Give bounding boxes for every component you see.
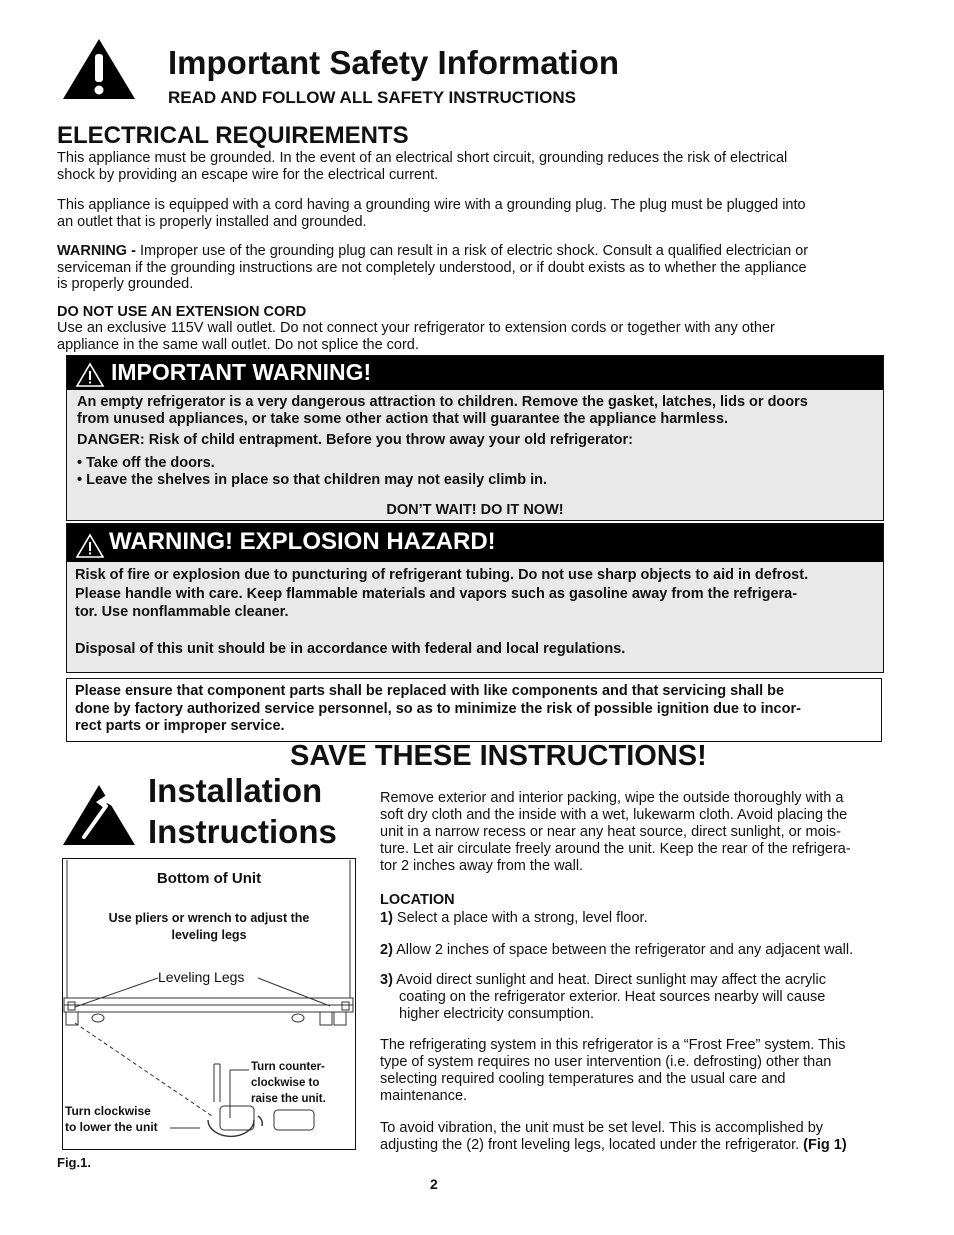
leveling-paragraph: To avoid vibration, the unit must be set level. This is accomplished by adjusting the (2) front leveling legs, located under the refrigerator. (Fig 1) xyxy=(380,1120,847,1153)
page-number: 2 xyxy=(430,1176,438,1192)
page-subtitle: READ AND FOLLOW ALL SAFETY INSTRUCTIONS xyxy=(168,88,576,107)
important-warning-title: IMPORTANT WARNING! xyxy=(111,359,372,385)
important-warning-bar xyxy=(67,356,883,390)
electrical-paragraph-1: This appliance must be grounded. In the event of an electrical short circuit, grounding reduces the risk of electrical shock by providing an escape wire for the electrical current. xyxy=(57,150,788,183)
electrical-warning-paragraph: WARNING - Improper use of the grounding plug can result in a risk of electric shock. Consult a qualified electrician or serviceman if the grounding instructions are not completely understood, or if doubt exists as to whether the appliance is properly grounded. xyxy=(57,243,809,292)
explosion-warning-box xyxy=(66,523,884,673)
figure-reference: (Fig 1) xyxy=(803,1137,847,1153)
frost-free-paragraph: The refrigerating system in this refrigerator is a “Frost Free” system. This type of system requires no user intervention (i.e. defrosting) other than selecting required cooling temperatures and the usual care and maintenance. xyxy=(380,1037,846,1104)
warning-triangle-icon xyxy=(75,533,105,559)
important-warning-body: An empty refrigerator is a very dangerous attraction to children. Remove the gasket, latches, lids or doors from unused appliances, or take some other action that will guarantee the appliance harmless. DANGER: Risk of child entrapment. Before you throw away your old refrigerator: • Take off the doors. • Leave the shelves in place so that children may not easily climb in. DON’T WAIT! DO IT NOW! xyxy=(67,390,883,520)
clockwise-label: Turn clockwise to lower the unit xyxy=(65,1104,158,1134)
electrical-paragraph-2: This appliance is equipped with a cord having a grounding wire with a grounding plug. The plug must be plugged into an outlet that is properly installed and grounded. xyxy=(57,197,806,230)
extension-cord-heading: DO NOT USE AN EXTENSION CORD xyxy=(57,304,307,320)
figure-caption: Fig.1. xyxy=(57,1155,91,1170)
electrical-heading: ELECTRICAL REQUIREMENTS xyxy=(57,122,409,149)
figure-title: Bottom of Unit xyxy=(156,870,262,887)
explosion-warning-title: WARNING! EXPLOSION HAZARD! xyxy=(109,528,496,555)
warning-triangle-icon xyxy=(60,36,138,102)
extension-cord-paragraph: Use an exclusive 115V wall outlet. Do not connect your refrigerator to extension cords or together with any other appliance in the same wall outlet. Do not splice the cord. xyxy=(57,320,775,353)
location-item-2: 2) Allow 2 inches of space between the refrigerator and any adjacent wall. xyxy=(380,942,854,958)
warning-label: WARNING - xyxy=(57,243,136,259)
important-warning-box xyxy=(66,355,884,521)
location-heading: LOCATION xyxy=(380,892,455,908)
explosion-warning-bar xyxy=(67,524,883,562)
installation-intro: Remove exterior and interior packing, wipe the outside thoroughly with a soft dry cloth and the inside with a wet, lukewarm cloth. Avoid placing the unit in a narrow recess or near any heat source, direct sunlight, or mois- ture. Let air circulate freely around the unit. Keep the rear of the refrigera- tor 2 inches away from the wall. xyxy=(380,790,851,874)
counterclockwise-label: Turn counter- clockwise to raise the unit. xyxy=(251,1061,326,1105)
figure-instruction: Use pliers or wrench to adjust the leveling legs xyxy=(108,911,310,942)
save-instructions-heading: SAVE THESE INSTRUCTIONS! xyxy=(290,740,707,772)
hammer-icon xyxy=(60,782,138,848)
explosion-warning-body: Risk of fire or explosion due to puncturing of refrigerant tubing. Do not use sharp objects to aid in defrost. Please handle with care. Keep flammable materials and vapors such as gasoline away from the refrigera- tor. Use nonflammable cleaner. Disposal of this unit should be in accordance with federal and local regulations. xyxy=(67,562,883,672)
warning-triangle-icon xyxy=(75,362,105,388)
page-title: Important Safety Information xyxy=(168,44,620,81)
leveling-legs-label: Leveling Legs xyxy=(158,969,245,985)
installation-title: Installation Instructions xyxy=(148,772,337,850)
location-item-3: 3) Avoid direct sunlight and heat. Direct sunlight may affect the acrylic coating on the refrigerator exterior. Heat sources nearby will cause higher electricity consumption. xyxy=(380,972,826,1022)
service-notice-box: Please ensure that component parts shall be replaced with like components and that servicing shall be done by factory authorized service personnel, so as to minimize the risk of possible ignition due to incor- rect parts or improper service. xyxy=(66,678,882,742)
location-item-1: 1) Select a place with a strong, level floor. xyxy=(380,910,648,926)
important-warning-cta: DON’T WAIT! DO IT NOW! xyxy=(386,502,564,518)
